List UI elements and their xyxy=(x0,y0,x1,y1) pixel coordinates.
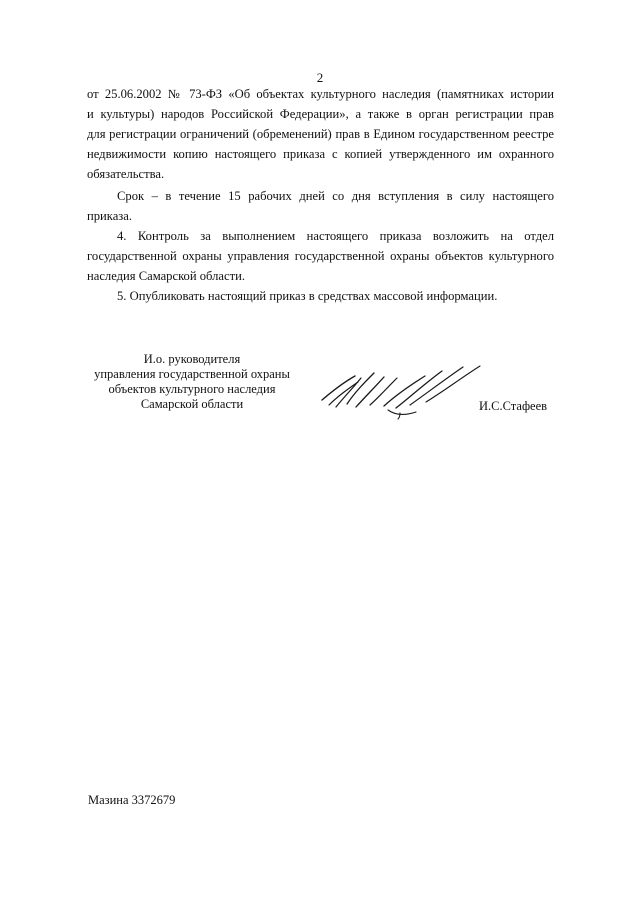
paragraph-deadline xyxy=(87,186,554,226)
paragraph-line: Срок – в течение 15 рабочих дней со дня вступления в силу настоящего xyxy=(117,189,554,203)
paragraph-control xyxy=(87,226,554,286)
paragraph-continuation xyxy=(87,84,554,184)
signature-title-block xyxy=(84,352,300,412)
paragraph-line: недвижимости копию настоящего приказа с копией утвержденного им охранного xyxy=(87,147,554,161)
footer-note: Мазина 3372679 xyxy=(88,793,176,807)
signer-name: И.С.Стафеев xyxy=(479,399,548,413)
signature-title-line: объектов культурного наследия xyxy=(108,382,276,396)
paragraph-line: для регистрации ограничений (обременений) прав в Едином государственном реестре xyxy=(87,127,554,141)
handwritten-signature xyxy=(318,358,494,420)
paragraph-line: обязательства. xyxy=(87,167,165,181)
paragraph-line: 4. Контроль за выполнением настоящего приказа возложить на отдел xyxy=(117,229,554,243)
signature-title-line: Самарской области xyxy=(140,397,244,411)
paragraph-line: от 25.06.2002 № 73-ФЗ «Об объектах культурного наследия (памятниках истории xyxy=(87,87,554,101)
signature-title-line: управления государственной охраны xyxy=(94,367,290,381)
paragraph-line: 5. Опубликовать настоящий приказ в средствах массовой информации. xyxy=(117,289,498,303)
paragraph-line: наследия Самарской области. xyxy=(87,269,245,283)
signature-title-line: И.о. руководителя xyxy=(143,352,241,366)
page-number: 2 xyxy=(316,70,324,85)
paragraph-line: государственной охраны управления государственной охраны объектов культурного xyxy=(87,249,554,263)
paragraph-line: и культуры) народов Российской Федерации», а также в орган регистрации прав xyxy=(87,107,554,121)
paragraph-line: приказа. xyxy=(87,209,133,223)
paragraph-publication xyxy=(87,286,554,306)
